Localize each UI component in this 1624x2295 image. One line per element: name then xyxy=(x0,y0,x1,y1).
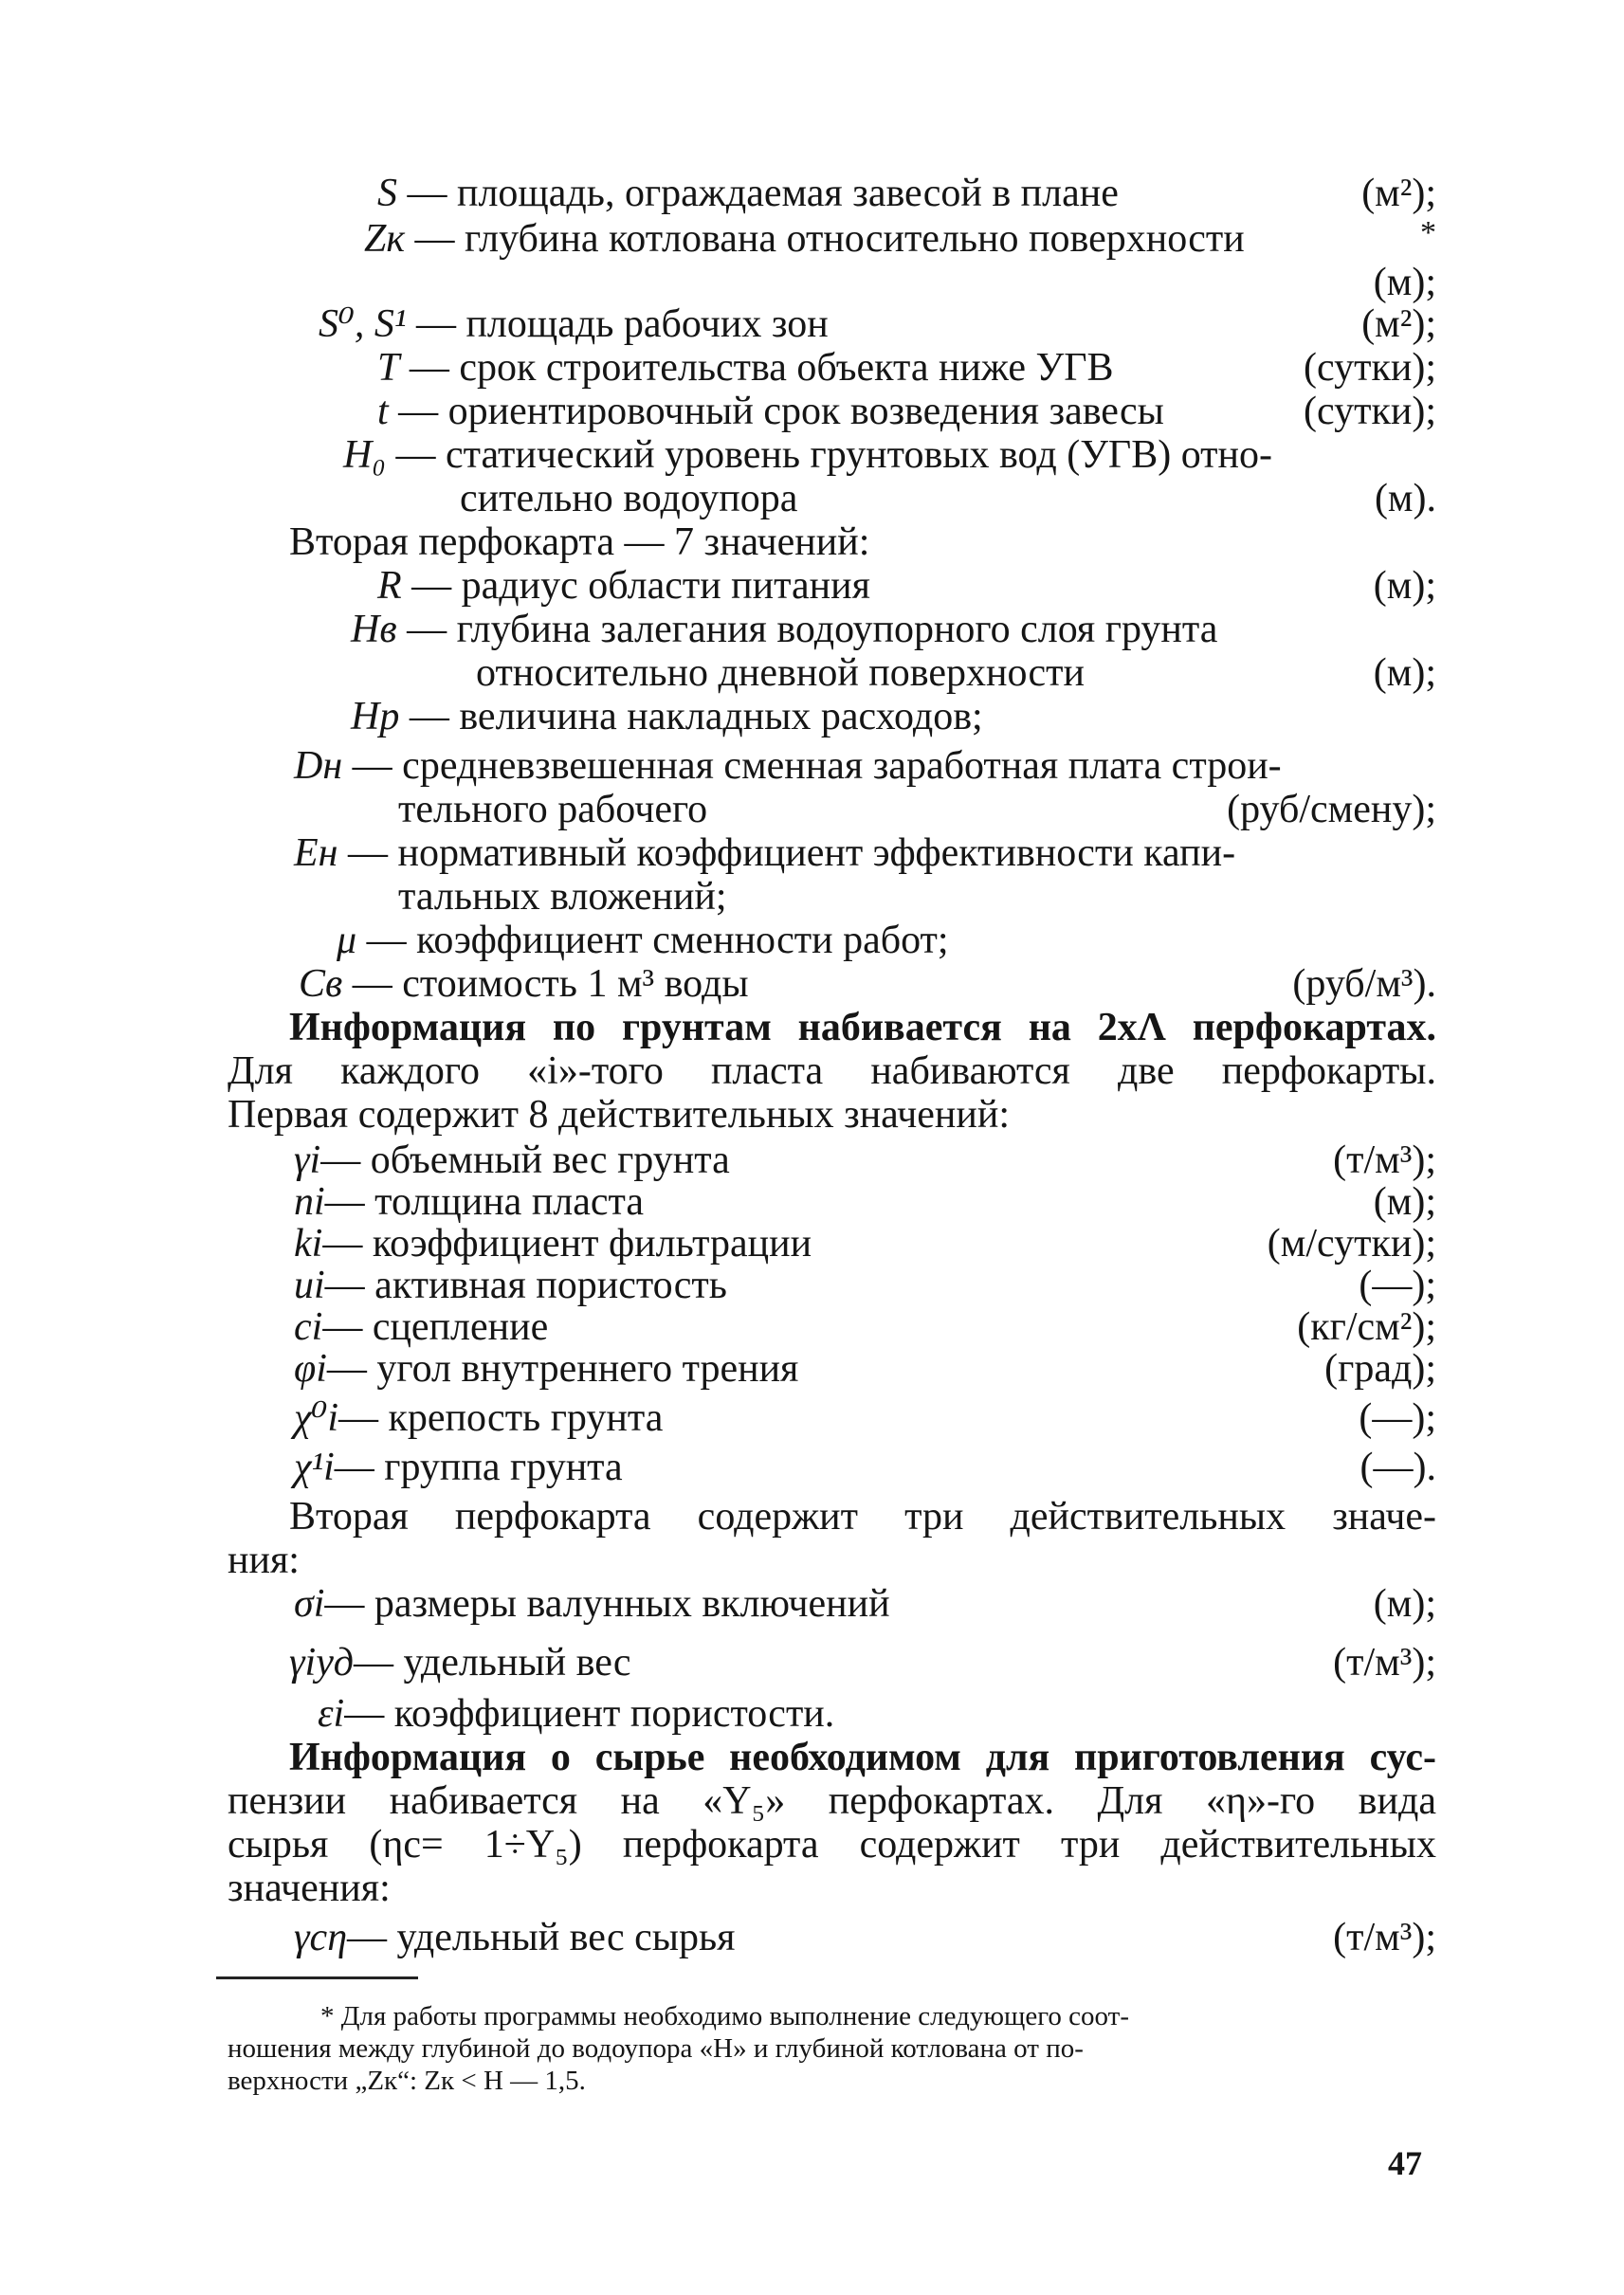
def-T xyxy=(377,345,1114,391)
symbol: γiуд xyxy=(289,1641,354,1685)
definition: — коэффициент сменности работ; xyxy=(366,919,949,962)
definition: — активная пористость xyxy=(324,1264,727,1307)
para-soil-info-3: Первая содержит 8 действительных значений: xyxy=(228,1093,1010,1137)
symbol: S xyxy=(377,172,397,215)
def-Hp xyxy=(351,694,983,739)
definition: — коэффициент пористости. xyxy=(344,1692,835,1736)
definition: — угол внутреннего трения xyxy=(326,1347,799,1391)
unit-phi: (град); xyxy=(1324,1347,1436,1391)
para-raw-1: Информация о сырье необходимом для приготовления сус- xyxy=(289,1736,1436,1779)
definition: — размеры валунных включений xyxy=(324,1582,890,1626)
definition: — статический уровень грунтовых вод (УГВ) отно- xyxy=(395,433,1272,477)
symbol: χ¹i xyxy=(294,1446,335,1489)
definition: — удельный вес сырья xyxy=(347,1916,736,1959)
definition: — глубина залегания водоупорного слоя грунта xyxy=(407,608,1218,651)
item-phi xyxy=(294,1346,798,1392)
symbol: γсη xyxy=(294,1916,348,1959)
symbol: Hв xyxy=(351,608,397,651)
unit-H0: (м). xyxy=(1374,477,1436,520)
definition: — нормативный коэффициент эффективности капи- xyxy=(348,831,1236,875)
definition: — стоимость 1 м³ воды xyxy=(352,962,749,1006)
item-sigma xyxy=(294,1581,890,1627)
definition: — величина накладных расходов; xyxy=(409,695,983,738)
symbol: H₀ xyxy=(343,433,386,477)
symbol: T xyxy=(377,346,400,390)
unit-Zk: (м); xyxy=(1373,261,1436,304)
symbol: ni xyxy=(294,1180,325,1224)
symbol: ci xyxy=(294,1305,323,1349)
symbol: t xyxy=(377,390,389,433)
definition: — средневзвешенная сменная заработная плата строи- xyxy=(352,744,1282,788)
def-H0-cont: сительно водоупора xyxy=(460,477,798,520)
unit-chi0: (—); xyxy=(1359,1396,1436,1440)
symbol: Cв xyxy=(299,962,343,1006)
footnote-line-2: ношения между глубиной до водоупора «H» и глубиной котлована от по- xyxy=(228,2033,1084,2064)
unit-gamma: (т/м³); xyxy=(1333,1138,1436,1182)
definition: — толщина пласта xyxy=(324,1180,645,1224)
def-En xyxy=(294,830,1235,876)
unit-T: (сутки); xyxy=(1304,346,1436,390)
item-chi1 xyxy=(294,1445,623,1490)
unit-S: (м²); xyxy=(1361,172,1436,215)
footnote-rule xyxy=(216,1976,418,1979)
item-k xyxy=(294,1221,812,1266)
symbol: ui xyxy=(294,1264,325,1307)
definition: — ориентировочный срок возведения завесы xyxy=(398,390,1164,433)
def-Dn xyxy=(294,743,1282,789)
item-chi0 xyxy=(294,1395,663,1441)
heading-second-card: Вторая перфокарта — 7 значений: xyxy=(289,520,870,564)
unit-sigma: (м); xyxy=(1373,1582,1436,1626)
footnote-line-3: верхности „Zк“: Zк < H — 1,5. xyxy=(228,2066,586,2096)
symbol: χ⁰i xyxy=(294,1396,338,1440)
para-raw-3: сырья (ηс= 1÷Y₅) перфокарта содержит три действительных xyxy=(228,1823,1436,1867)
para-raw-4: значения: xyxy=(228,1867,391,1910)
para-soil-info-1: Информация по грунтам набивается на 2хΛ перфокартах. xyxy=(289,1006,1436,1049)
symbol: σi xyxy=(294,1582,325,1626)
symbol: Hр xyxy=(351,695,400,738)
symbol: R xyxy=(377,564,402,608)
def-t xyxy=(377,389,1164,434)
symbol: γi xyxy=(294,1138,321,1182)
definition: — радиус области питания xyxy=(411,564,870,608)
def-R xyxy=(377,563,870,609)
unit-gamma-c: (т/м³); xyxy=(1333,1916,1436,1959)
definition: — срок строительства объекта ниже УГВ xyxy=(409,346,1114,390)
symbol: μ xyxy=(337,919,357,962)
unit-Dn: (руб/смену); xyxy=(1227,788,1436,831)
footnote-marker: * xyxy=(1420,215,1436,250)
item-gamma xyxy=(294,1138,730,1183)
def-H0 xyxy=(343,432,1272,478)
item-gamma-ud xyxy=(289,1640,631,1685)
def-S xyxy=(377,171,1119,216)
unit-k: (м/сутки); xyxy=(1267,1222,1436,1266)
definition: — группа грунта xyxy=(334,1446,623,1489)
para-second-card-1: Вторая перфокарта содержит три действительных значе- xyxy=(289,1495,1436,1539)
item-n xyxy=(294,1179,644,1225)
para-raw-2: пензии набивается на «Y₅» перфокартах. Для «η»-го вида xyxy=(228,1779,1436,1823)
para-soil-info-2: Для каждого «i»-того пласта набиваются две перфокарты. xyxy=(228,1049,1436,1093)
definition: — крепость грунта xyxy=(338,1396,664,1440)
unit-Hv: (м); xyxy=(1373,651,1436,695)
unit-gamma-ud: (т/м³); xyxy=(1333,1641,1436,1685)
def-Cv xyxy=(299,961,749,1007)
symbol: S⁰, S¹ xyxy=(319,302,407,346)
footnote-line-1: * Для работы программы необходимо выполнение следующего соот- xyxy=(320,2001,1129,2031)
symbol: εi xyxy=(318,1692,345,1736)
def-Hv xyxy=(351,607,1217,652)
unit-R: (м); xyxy=(1373,564,1436,608)
def-Zk xyxy=(364,216,1245,262)
definition: — глубина котлована относительно поверхности xyxy=(414,217,1245,261)
unit-t: (сутки); xyxy=(1304,390,1436,433)
symbol: ki xyxy=(294,1222,323,1266)
def-En-cont: тальных вложений; xyxy=(398,875,727,919)
item-epsilon xyxy=(318,1691,834,1737)
para-second-card-2: ния: xyxy=(228,1539,300,1582)
definition: — сцепление xyxy=(322,1305,549,1349)
definition: — площадь рабочих зон xyxy=(415,302,829,346)
def-Hv-cont: относительно дневной поверхности xyxy=(476,651,1085,695)
definition: — удельный вес xyxy=(353,1641,631,1685)
def-S0-S1 xyxy=(319,301,829,347)
item-gamma-c xyxy=(294,1915,735,1960)
def-mu xyxy=(337,918,949,963)
symbol: φi xyxy=(294,1347,327,1391)
item-u xyxy=(294,1263,727,1308)
item-c xyxy=(294,1304,548,1350)
unit-n: (м); xyxy=(1373,1180,1436,1224)
page-number: 47 xyxy=(1388,2144,1422,2182)
unit-chi1: (—). xyxy=(1359,1446,1436,1489)
symbol: Zк xyxy=(364,217,406,261)
definition: — коэффициент фильтрации xyxy=(322,1222,812,1266)
definition: — объемный вес грунта xyxy=(320,1138,730,1182)
definition: — площадь, ограждаемая завесой в плане xyxy=(407,172,1119,215)
def-Dn-cont: тельного рабочего xyxy=(398,788,708,831)
unit-c: (кг/см²); xyxy=(1297,1305,1436,1349)
unit-u: (—); xyxy=(1359,1264,1436,1307)
symbol: Dн xyxy=(294,744,343,788)
unit-S0-S1: (м²); xyxy=(1361,302,1436,346)
unit-Cv: (руб/м³). xyxy=(1292,962,1436,1006)
symbol: Eн xyxy=(294,831,338,875)
